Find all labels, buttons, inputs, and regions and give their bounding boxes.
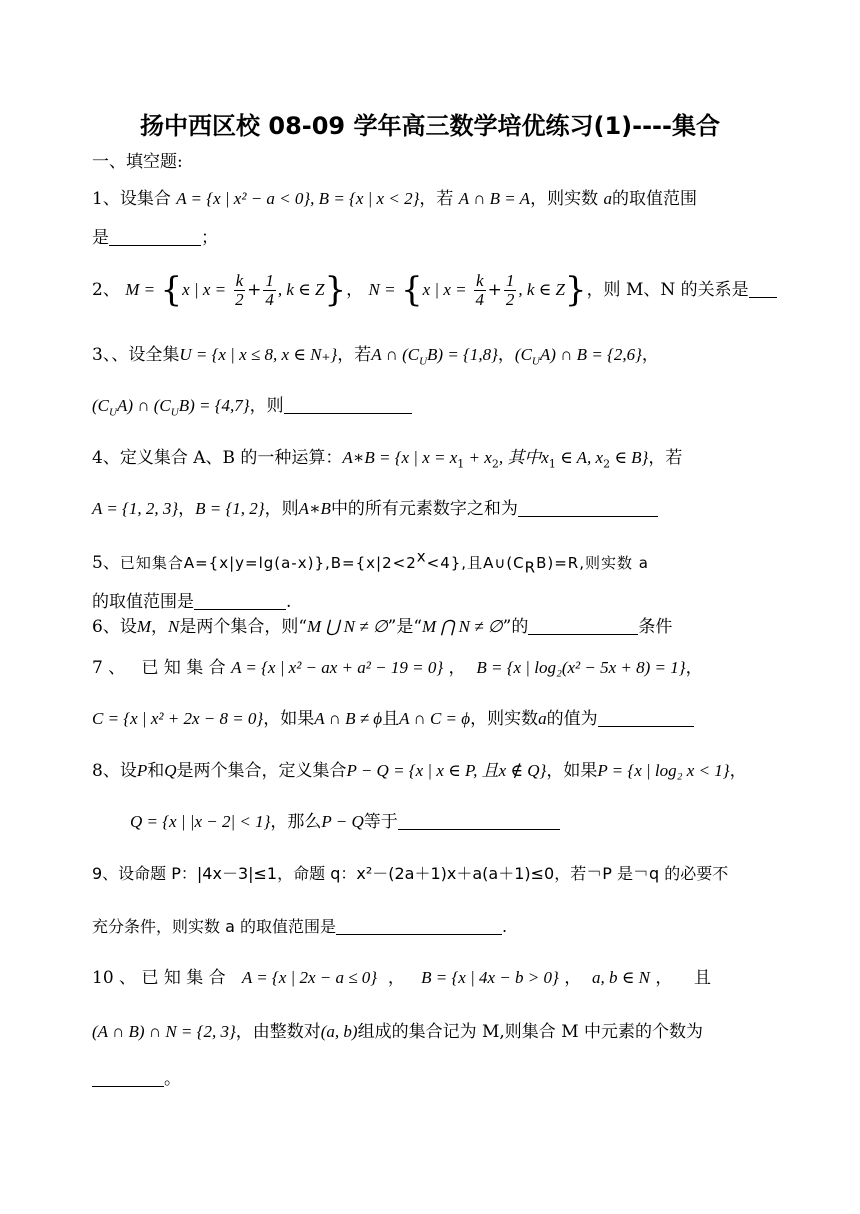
answer-blank[interactable] [109,227,201,246]
question-1-line-1: 1、设集合 A = {x | x² − a < 0}, B = {x | x < 2}，若 A ∩ B = A，则实数 a的取值范围 [92,189,697,209]
question-9-line-2: 充分条件，则实数 a 的取值范围是 . [92,917,508,936]
question-3-line-2: $(C_UA)$ ∩ $(C_UB) = \{4,7\}$，则 [92,394,768,418]
answer-blank[interactable] [284,395,412,414]
answer-blank[interactable] [528,616,638,635]
question-3-line-1: 3、、设全集U = {x | x ≤ 8, x ∈ N₊}，若A ∩ $(C_UB) = \{1,8\}$，$(C_UA)$ ∩ B = {2,6}， [92,345,659,368]
question-5-line-2: 的取值范围是 . [92,592,292,612]
answer-blank[interactable] [598,708,694,727]
question-2: 2、 M = {x | x = $\frac{k}{2}$ + $\frac{1}{4}$ , k ∈ Z}， N = {x | x = $\frac{k}{4}$ + $\frac{1}{2}$ , k ∈ Z}，则 M、N 的关系是 [92,272,768,308]
answer-blank[interactable] [194,591,286,610]
question-7-line-2: C = {x | x² + 2x − 8 = 0}，如果A ∩ B ≠ ϕ且A ∩ C = ϕ，则实数a的值为 [92,707,768,731]
question-6: 6、设M，N是两个集合，则“M ⋃ N ≠ ∅”是“M ⋂ N ≠ ∅”的 条件 [92,617,673,637]
question-7-line-1: 7 、 已 知 集 合 A = {x | x² − ax + a² − 19 = 0} ， B = {x | log₂(x² − 5x + 8) = 1}， [92,658,703,678]
question-9-line-1: 9、设命题 P：|4x－3|≤1，命题 q：x²－(2a＋1)x＋a(a＋1)≤0，若￢P 是￢q 的必要不 [92,864,729,883]
question-10-line-2: (A ∩ B) ∩ N = {2, 3}，由整数对(a, b)组成的集合记为 M,则集合 M 中元素的个数为 [92,1022,704,1042]
question-10-line-1: 10 、 已 知 集 合 A = {x | 2x − a ≤ 0} ， B = {x | 4x − b > 0} ， a, b ∈ N ， 且 [92,968,711,988]
question-1-line-2: 是 ； [92,228,218,248]
question-4-line-1: 4、定义集合 A、B 的一种运算：A∗B = {x | $x = x_1 + x_2$, 其中$x_1$ ∈ A, $x_2$ ∈ B}，若 [92,448,683,471]
question-5-line-1: 5、已知集合$A=\{x|y=\lg(a-x)\},B=\{x|2<2^x<4\}$,且$A\cup(C_RB)=R$,则实数 a [92,547,649,577]
answer-blank[interactable] [92,1068,164,1087]
question-4-line-2: A = {1, 2, 3}，B = {1, 2}，则A∗B中的所有元素数字之和为 [92,497,768,521]
answer-blank[interactable] [749,279,777,298]
section-heading: 一、填空题: [92,152,183,172]
question-10-line-3: 。 [92,1067,768,1091]
page-title: 扬中西区校 08-09 学年高三数学培优练习(1)----集合 [140,112,720,140]
answer-blank[interactable] [336,916,502,935]
answer-blank[interactable] [398,811,560,830]
question-8-line-1: 8、设P和Q是两个集合，定义集合P − Q = {x | x ∈ P, 且x ∉ Q}，如果P = {x | log₂ x < 1}， [92,761,747,781]
answer-blank[interactable] [518,498,658,517]
question-8-line-2: Q = {x | |x − 2| < 1}，那么P − Q等于 [130,810,768,834]
